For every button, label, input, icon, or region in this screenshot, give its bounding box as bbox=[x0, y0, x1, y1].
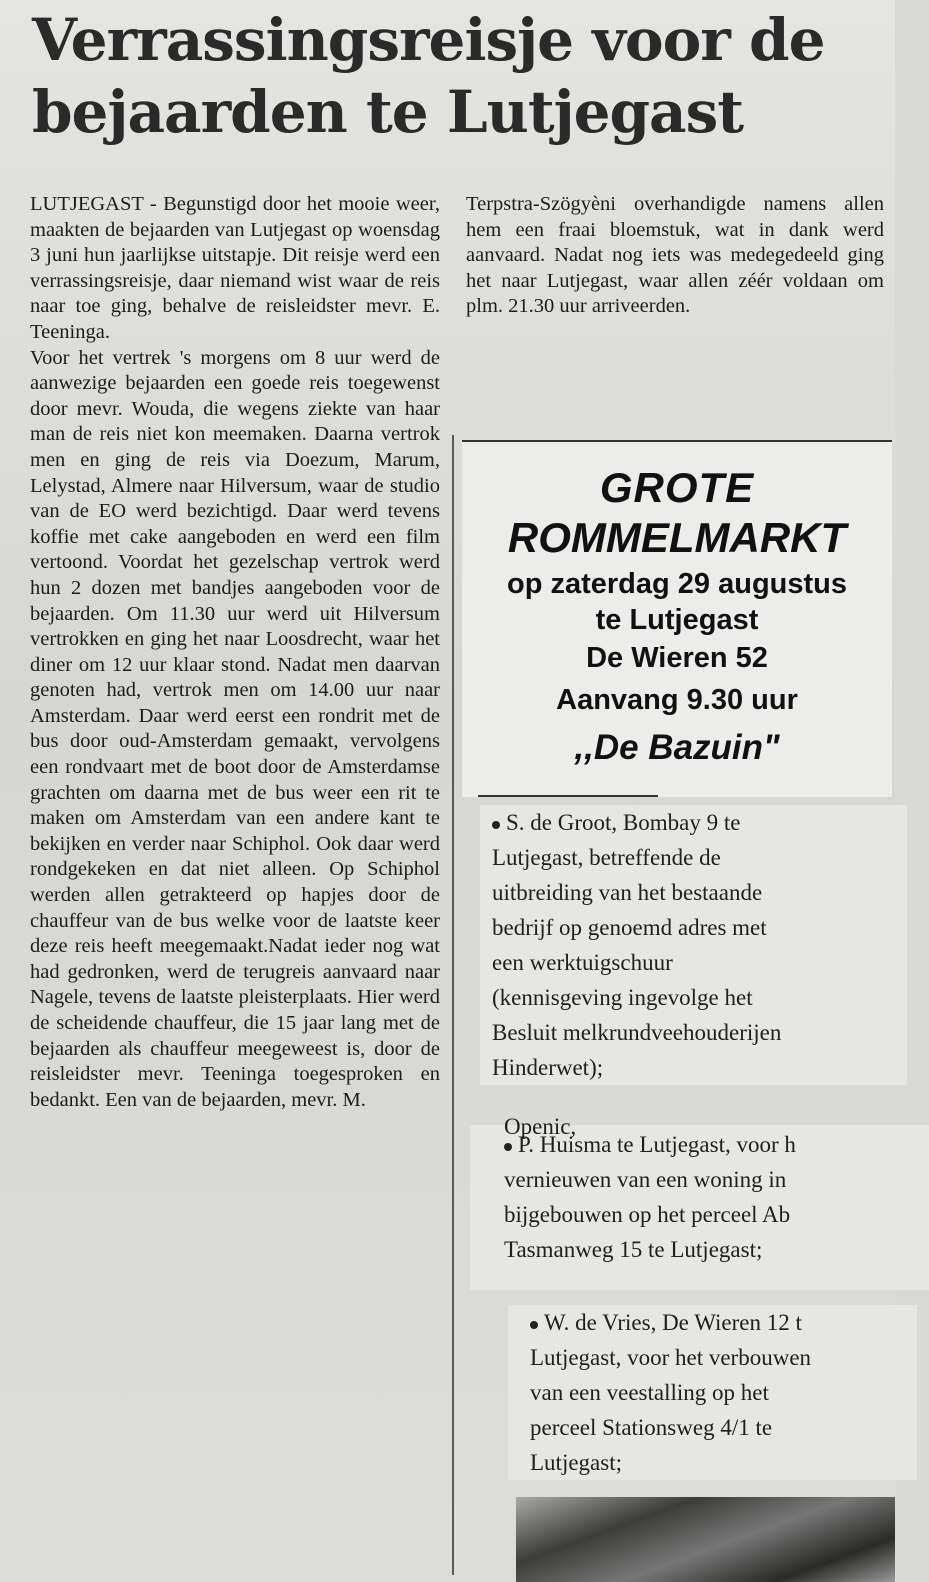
bullet-icon bbox=[492, 821, 500, 829]
ad-title-2: ROMMELMARKT bbox=[507, 514, 847, 561]
notice-line: S. de Groot, Bombay 9 te bbox=[492, 805, 907, 840]
notice-line: bijgebouwen op het perceel Ab bbox=[504, 1202, 791, 1227]
column-divider bbox=[452, 435, 454, 1575]
rommelmarkt-advertisement bbox=[462, 440, 892, 797]
notice-clipping-3 bbox=[508, 1305, 917, 1480]
notice-line: Tasmanweg 15 te Lutjegast; bbox=[504, 1237, 763, 1262]
ad-start-time: Aanvang 9.30 uur bbox=[556, 684, 798, 716]
notice-line: perceel Stationsweg 4/1 te bbox=[530, 1415, 773, 1440]
ad-place: te Lutjegast bbox=[595, 604, 759, 636]
headline bbox=[32, 4, 882, 148]
notice-line: Lutjegast, betreffende de bbox=[492, 845, 721, 870]
ad-date: op zaterdag 29 augustus bbox=[506, 568, 847, 600]
notice-cut-line: Openic, bbox=[504, 1114, 577, 1139]
notice-line: Hinderwet); bbox=[492, 1055, 604, 1080]
article-paragraph-3: Terpstra-Szögyèni overhandigde namens allen hem een fraai bloemstuk, wat in dank werd aanvaard. Nadat nog iets was medegedeeld ging het naar Lutjegast, waar allen zéér voldaan om plm. 21.30 uur arriveerden. bbox=[466, 193, 884, 318]
notice-line: vernieuwen van een woning in bbox=[504, 1167, 787, 1192]
ad-divider bbox=[478, 795, 658, 797]
notice-line: Lutjegast, voor het verbouwen bbox=[530, 1345, 812, 1370]
notice-line: W. de Vries, De Wieren 12 t bbox=[530, 1305, 917, 1340]
notice-line: een werktuigschuur bbox=[492, 950, 673, 975]
article-paragraph-1: LUTJEGAST - Begunstigd door het mooie weer, maakten de bejaarden van Lutjegast op woensdag 3 juni hun jaarlijkse uitstapje. Dit reisje werd een verrassingsreisje, daar niemand wist waar de reis naar toe ging, behalve de reisleidster mevr. E. Teeninga. bbox=[30, 193, 440, 343]
notice-clipping-2 bbox=[470, 1114, 929, 1290]
notice-line: van een veestalling op het bbox=[530, 1380, 769, 1405]
notice-clipping-1 bbox=[480, 805, 907, 1085]
headline-line-2: bejaarden te Lutjegast bbox=[32, 78, 744, 146]
photo-fragment bbox=[516, 1497, 895, 1582]
article-left-column bbox=[30, 192, 440, 1113]
headline-line-1: Verrassingsreisje voor de bbox=[32, 6, 825, 74]
bullet-icon bbox=[530, 1321, 538, 1329]
notice-line: P. Huisma te Lutjegast, voor h bbox=[504, 1127, 929, 1162]
ad-title-1: GROTE bbox=[599, 464, 755, 511]
ad-organizer: ,,De Bazuin" bbox=[574, 728, 780, 767]
bullet-icon bbox=[504, 1143, 512, 1151]
article-right-column bbox=[466, 192, 884, 320]
notice-line: Lutjegast; bbox=[530, 1450, 622, 1475]
notice-line: (kennisgeving ingevolge het bbox=[492, 985, 753, 1010]
notice-line: Besluit melkrundveehouderijen bbox=[492, 1020, 782, 1045]
notice-line: bedrijf op genoemd adres met bbox=[492, 915, 767, 940]
notice-line: uitbreiding van het bestaande bbox=[492, 880, 763, 905]
article-paragraph-2: Voor het vertrek 's morgens om 8 uur werd de aanwezige bejaarden een goede reis toegewenst door mevr. Wouda, die wegens ziekte van haar man de reis niet kon meemaken. Daarna vertrok men en ging de reis via Doezum, Marum, Lelystad, Almere naar Hilversum, waar de studio van de EO werd bezichtigd. Daar werd tevens koffie met cake aangeboden en werd een film vertoond. Voordat het gezelschap vertrok werd hun 2 dozen met bandjes aangeboden voor de bejaarden. Om 11.30 uur werd uit Hilversum vertrokken en ging het naar Loosdrecht, waar het diner om 12 uur klaar stond. Nadat men daarvan genoten had, vertrok men om 14.00 uur naar Amsterdam. Daar werd eerst een rondrit met de bus door oud-Amsterdam gemaakt, vervolgens een rondvaart met de boot door de Amsterdamse grachten om daarna met de bus weer een rit te maken om Amsterdam van een andere kant te bekijken en verder naar Schiphol. Ook daar werd rondgekeken en dat niet alleen. Op Schiphol werden allen getrakteerd op hapjes door de chauffeur van de bus welke voor de laatste keer deze reis heeft meegemaakt.Nadat ieder nog wat had gedronken, werd de terugreis aanvaard naar Nagele, tevens de laatste pleisterplaats. Hier werd de scheidende chauffeur, die 15 jaar lang met de bejaarden als chauffeur meegeweest is, door de reisleidster mevr. Teeninga toegesproken en bedankt. Een van de bejaarden, mevr. M. bbox=[30, 346, 440, 1111]
ad-address: De Wieren 52 bbox=[586, 642, 768, 674]
